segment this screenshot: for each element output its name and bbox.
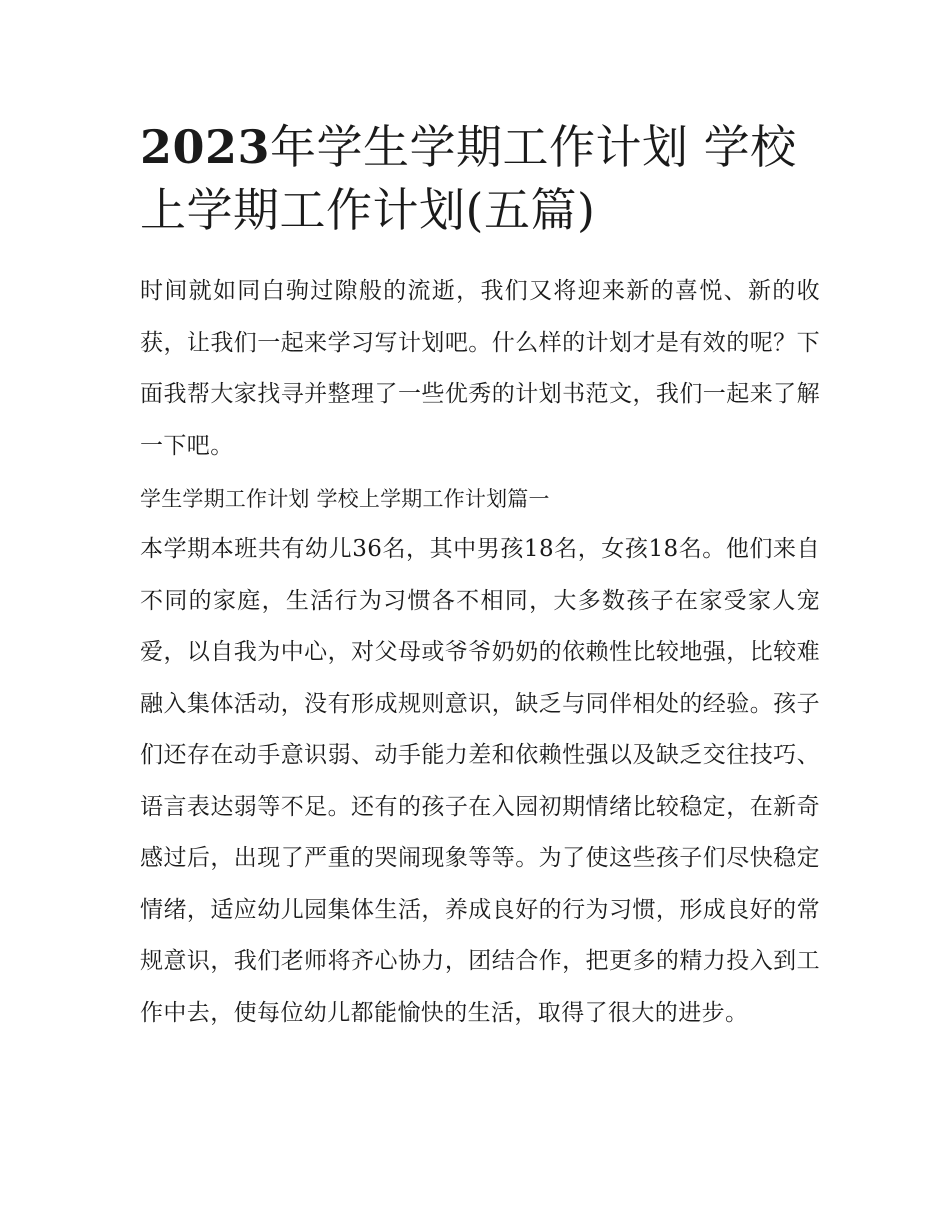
intro-paragraph: 时间就如同白驹过隙般的流逝，我们又将迎来新的喜悦、新的收获，让我们一起来学习写计划吧。什么样的计划才是有效的呢？下面我帮大家找寻并整理了一些优秀的计划书范文，我们一起来了解一下吧。 bbox=[140, 278, 820, 459]
title-text: 年学生学期工作计划 学校上学期工作计划(五篇) bbox=[140, 120, 797, 237]
document-page bbox=[140, 116, 820, 1039]
title-year: 2023 bbox=[140, 120, 271, 174]
document-title bbox=[140, 116, 820, 242]
section-heading: 学生学期工作计划 学校上学期工作计划篇一 bbox=[140, 487, 550, 511]
body-paragraph: 本学期本班共有幼儿36名，其中男孩18名，女孩18名。他们来自不同的家庭，生活行为习惯各不相同，大多数孩子在家受家人宠爱，以自我为中心，对父母或爷爷奶奶的依赖性比较地强，比较难融入集体活动，没有形成规则意识，缺乏与同伴相处的经验。孩子们还存在动手意识弱、动手能力差和依赖性强以及缺乏交往技巧、语言表达弱等不足。还有的孩子在入园初期情绪比较稳定，在新奇感过后，出现了严重的哭闹现象等等。为了使这些孩子们尽快稳定情绪，适应幼儿园集体生活，养成良好的行为习惯，形成良好的常规意识，我们老师将齐心协力，团结合作，把更多的精力投入到工作中去，使每位幼儿都能愉快的生活，取得了很大的进步。 bbox=[140, 536, 820, 1026]
